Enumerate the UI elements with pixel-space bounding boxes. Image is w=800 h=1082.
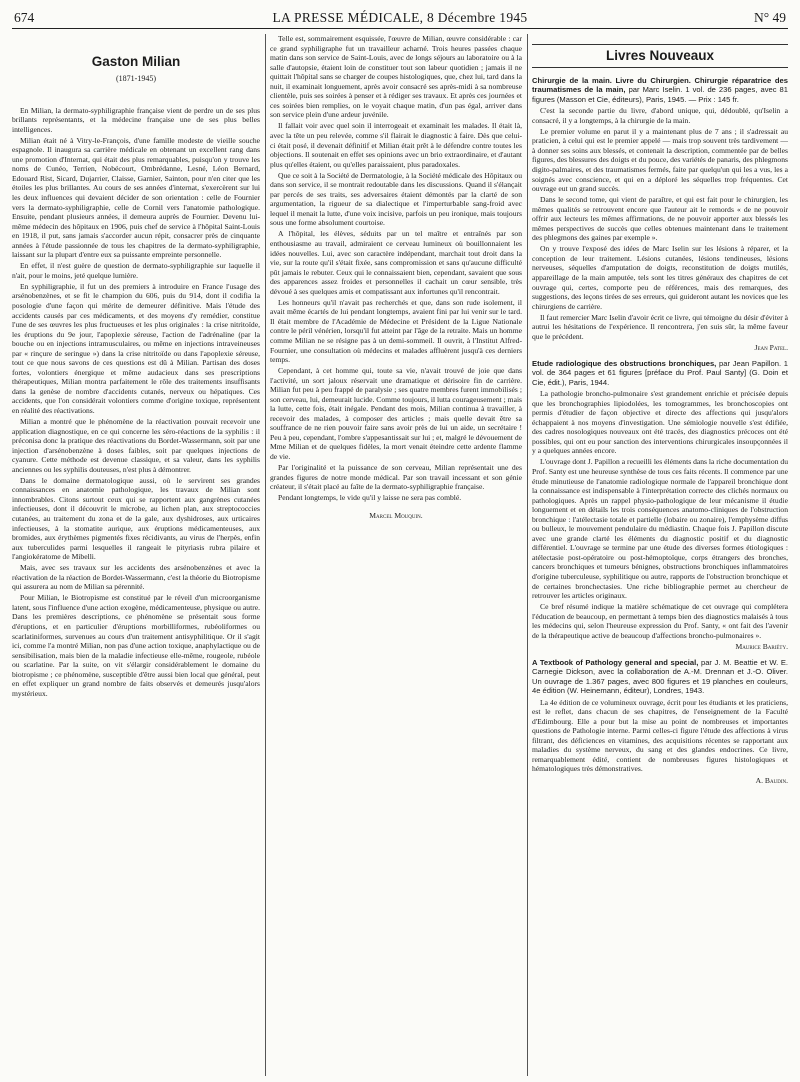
obituary-paragraph: Telle est, sommairement esquissée, l'œuvre de Milian, œuvre considérable : car ce grand syphiligraphe fut un travailleur acharné. Trois heures passées chaque matin dans son service de Saint-Louis, avec de longs séjours au laboratoire ou à la salle d'autopsie, étaient loin de constituer tout son labeur quotidien ; jamais il ne quittait l'hôpital sans se charger de coupes histologiques, que, chez lui, tard dans la nuit, il examinait longuement, après avoir consacré ses après-midi à sa nombreuse clientèle, puis ses soirées à penser et à rédiger ses travaux. Et après ces journées et ces soirées bien remplies, on le voyait chaque matin, d'un pas égal, arriver dans son service plein d'une ardeur juvénile.	[270, 34, 522, 120]
obituary-paragraph: En syphiligraphie, il fut un des premiers à introduire en France l'usage des arsénobenzènes, et se fit le champion du 606, puis du 914, dont il codifia la posologie d'une façon qui mérite de demeurer définitive. Mais l'étude des accidents causés par ces médicaments, et des moyens d'y remédier, constitue l'une de ses œuvres les plus fructueuses et les plus originales : la crise nitritoïde, les éruptions du 9e jour, l'apoplexie séreuse, l'action de l'adrénaline (par la bouche ou en injections intramusculaires, ou même en injections intraveineuses par « rinçure de seringue ») dans la crise nitritoïde ou dans l'apoplexie séreuse, tout ce que nous savons de ces questions est dû à Milian. Partisan des doses fortes, volontiers énergique et même audacieux dans ses prescriptions thérapeutiques, Milian montra parfaitement le rôle des traitements insuffisants dans la genèse de nombre d'accidents cutanés, nerveux ou hépatiques. Ces accidents, que l'on considérait volontiers comme d'origine toxique, représentent en réalité des réactivations.	[12, 281, 260, 415]
review-book-details: par Jean Papillon. 1 vol. de 364 pages et 61 figures [préface du Prof. Paul Santy] (G. Doin et Cie, édit.), Paris, 1944.	[532, 358, 788, 387]
obituary-paragraph: Milian a montré que le phénomène de la réactivation pouvait recevoir une application diagnostique, en ce qui concerne les séro-réactions de la syphilis : il préconisa donc la pratique des réactivations du Bordet-Wassermann, soit par une injection d'arsénobenzène à doses faibles, soit par quelques injections de cyanure. Cette méthode est devenue classique, et sa valeur, dans les syphilis anciennes ou les syphilis douteuses, n'est plus à démontrer.	[12, 417, 260, 474]
obituary-paragraph: En Milian, la dermato-syphiligraphie française vient de perdre un de ses plus brillants représentants, et la médecine française une de ses plus belles intelligences.	[12, 105, 260, 134]
obituary-column-1	[12, 34, 260, 1076]
review-book-title: Chirurgie de la main. Livre du Chirurgien. Chirurgie réparatrice des traumatismes de la main,	[532, 76, 788, 95]
review-paragraph: L'ouvrage dont J. Papillon a recueilli les éléments dans la riche documentation du Prof. Santy est une heureuse synthèse de tous ces faits récents. Il commence par une étude minutieuse de l'anatomie radiologique normale de l'appareil bronchique dont la connaissance est indispensable à l'interprétation correcte des clichés normaux ou pathologiques. Après un rappel physio-pathologique de leur mécanisme il étudie longuement et en détails les trois conséquences anatomo-cliniques de l'obstruction bronchique : l'atélectasie totale et partielle (lobaire ou zonaire), l'emphysème diffus ou bulleux, le mouvement pendulaire du médiastin. Chaque fois J. Papillon discute avec une grande clarté les éléments du diagnostic positif et du diagnostic différentiel. L'ouvrage se termine par une étude des diverses formes étiologiques : atélectasie post-opératoire ou post-hémoptoïque, corps étrangers des bronches, cancers bronchiques et tumeurs bénignes, obstructions bronchiques inflammatoires d'origine tuberculeuse, syphilitique ou autre, rapports de l'obstruction bronchique et de certaines bronchectasies. Une riche bibliographie permet au chercheur de retrouver les articles originaux.	[532, 457, 788, 601]
obituary-column-2	[270, 34, 522, 1076]
page-header	[12, 8, 788, 29]
obituary-paragraph: En effet, il n'est guère de question de dermato-syphiligraphie sur laquelle il n'ait, pour le moins, jeté quelque lumière.	[12, 261, 260, 280]
review-paragraph: C'est la seconde partie du livre, d'abord unique, qui, dédoublé, qu'Iselin a consacré, il y a longtemps, à la chirurgie de la main.	[532, 106, 788, 125]
review-book-title: Etude radiologique des obstructions bronchiques,	[532, 358, 717, 368]
issue-number: N° 49	[753, 10, 786, 25]
obituary-paragraph: Les honneurs qu'il n'avait pas recherchés et que, dans son rude isolement, il avait même écartés de lui pendant longtemps, avaient fini par lui venir sur le tard. Il était membre de l'Académie de Médecine et Président de la Ligue Nationale contre le péril vénérien, lorsqu'il fut atteint par l'âge de la retraite. Mais un homme comme Milian ne se résigne pas à un demi-sommeil. Il ouvrit, à l'Institut Alfred-Fournier, une consultation où médecins et malades affluèrent jusqu'à ces derniers temps.	[270, 297, 522, 365]
review-paragraph: Dans le second tome, qui vient de paraître, et qui est fait pour le chirurgien, les mêmes qualités se retrouvent encore que l'auteur ait le remords « de ne pouvoir offrir aux lecteurs les mêmes affirmations, de ne pouvoir apporter aux blessés les mêmes perspectives de succès que celles obtenues maintenant dans le traitement des phlegmons des gaines par exemple ».	[532, 195, 788, 243]
page-number: 674	[14, 10, 35, 25]
journal-title: LA PRESSE MÉDICALE, 8 Décembre 1945	[272, 10, 528, 25]
reviews-column	[532, 34, 788, 1076]
column-rule	[527, 34, 528, 1076]
review-book-details: par J. M. Beattie et W. E. Carnegie Dickson, avec la collaboration de A.-M. Drennan et J.-O. Oliver. Un ouvrage de 1.367 pages, avec 800 figures et 19 planches en couleurs, 4e édition (W. Heinemann, éditeur), Londres, 1943.	[532, 657, 788, 696]
obituary-title: Gaston Milian	[91, 54, 181, 69]
reviews-section-title: Livres Nouveaux	[532, 44, 788, 68]
obituary-paragraph: A l'hôpital, les élèves, séduits par un tel maître et entraînés par son enthousiasme au travail, admiraient ce cerveau lumineux où bouillonnaient les idées nouvelles. Lui, avec son caractère indépendant, marchait tout droit dans la vie, sur la route qu'il s'était fixée, sans compromission et sans qu'aucune difficulté pût jamais le rebuter. Ceux qui le connaissaient bien, cependant, savaient que sous des apparences assez froides et personnelles il cachait un cœur sensible, très dévoué à ses quelques amis et compatissant aux infortunes qu'il rencontrait.	[270, 229, 522, 296]
obituary-author: Marcel Mouquin.	[369, 510, 423, 520]
obituary-paragraph: Par l'originalité et la puissance de son cerveau, Milian représentait une des grandes figures de notre monde médical. Par son travail incessant et son génie créateur, il s'était placé au faîte de la dermato-syphiligraphie française.	[270, 463, 522, 492]
reviewer-signature: Maurice Bariéty.	[735, 642, 788, 652]
review-heading	[532, 359, 788, 387]
obituary-paragraph: Milian était né à Vitry-le-François, d'une famille modeste de vieille souche espagnole. Il inaugura sa carrière médicale en obtenant un excellent rang dans une promotion d'Internat, qui était des plus remarquables, puisqu'on y trouve les noms de Cunéo, Terrien, Nobécourt, Ombrédanne, Lesné, Léon Bernard, Edouard Rist, Sicard, Dujarrier, Claisse, Garnier, Sainton, pour n'en citer que les étoiles les plus brillantes. Au cours de ses années d'internat, s'exercèrent sur lui les deux influences qui devaient décider de son orientation : celle de Fournier vers la dermato-syphiligraphie, celle de Cornil vers l'anatomie pathologique. Ensuite, pendant plusieurs années, il demeura auprès de Fournier. Devenu lui-même médecin des hôpitaux en 1906, puis chef de service à l'hôpital Saint-Louis en 1918, il put, sans jamais s'accorder aucun répit, consacrer près de cinquante années à l'étude passionnée de tous les chapitres de la dermato-syphiligraphie, laissant sur la plupart d'entre eux sa puissante empreinte personnelle.	[12, 135, 260, 260]
review-paragraph: La pathologie broncho-pulmonaire s'est grandement enrichie et précisée depuis que les bronchographies lipiodolées, les tomogrammes, les bronchoscopies ont permis d'étudier de façon objective et directe des affections qui jusqu'alors échappaient à nos moyens d'investigation. Une sémiologie nouvelle s'est édifiée, des cadres nosologiques nouveaux ont été tracés, des diagnostics précoces ont été possibles, qui ont eu pour sanction des interventions chirurgicales insoupçonnées il y a quelques années encore.	[532, 389, 788, 456]
review-book-details: par Marc Iselin. 1 vol. de 236 pages, avec 81 figures (Masson et Cie, éditeurs), Paris, 1945. — Prix : 145 fr.	[532, 85, 788, 104]
obituary-paragraph: Il fallait voir avec quel soin il interrogeait et examinait les malades. Il était là, avec la tête un peu relevée, comme s'il flairait le diagnostic à faire. Dès que celui-ci était posé, il devenait définitif et Milian était prêt à le défendre contre toutes les objections. Il soutenait en effet ses opinions avec un brio extraordinaire, et d'autant plus qu'elles étaient, ou qu'elles paraissaient, plus paradoxales.	[270, 121, 522, 169]
column-rule	[265, 34, 266, 1076]
obituary-paragraph: Pendant longtemps, le vide qu'il y laisse ne sera pas comblé.	[278, 493, 462, 503]
review-book-title: A Textbook of Pathology general and special,	[532, 657, 699, 667]
review-paragraph: Ce bref résumé indique la matière schématique de cet ouvrage qui complétera l'éducation de beaucoup, en permettant à temps bien des diagnostics malaisés à tous les médecins qui, selon l'heureuse expression du Prof. Santy, « ont fait des l'avenir de la thérapeutique active de beaucoup d'affections broncho-pulmonaires ».	[532, 602, 788, 640]
review-heading	[532, 658, 788, 696]
obituary-paragraph: Dans le domaine dermatologique aussi, où le servirent ses grandes connaissances en anatomie pathologique, les travaux de Milian sont innombrables. Citons surtout ceux qui se rapportent aux gangrènes cutanées infectieuses, dont il découvrit le microbe, au lichen plan, aux streptococcies cutanées, au traitement du zona et de la gale, aux dyshidroses, aux urticaires infectieuses, à la stomatite aurique, aux éruptions médicamenteuses, aux bromides, aux érythèmes pigmentés fixes récidivants, au virus de l'herpès, enfin aux tuberculides parmi lesquelles il rangeait le pityriasis rubra pilaire et l'angiokératome de Mibelli.	[12, 475, 260, 562]
obituary-dates: (1871-1945)	[116, 74, 156, 83]
columns	[12, 34, 788, 1076]
reviewer-signature: A. Baudin.	[755, 775, 788, 785]
obituary-paragraph: Cependant, à cet homme qui, toute sa vie, n'avait trouvé de joie que dans l'activité, un sort jaloux réservait une dramatique et dérisoire fin de carrière. Milian fut peu à peu frappé de paralysie ; ses quatre membres furent immobilisés ; son cerveau, lui, demeurait lucide. Comme toujours, il lutta courageusement ; mais la lutte, cette fois, était inégale. Pendant des mois, Milian continua à travailler, à recevoir des malades, à composer des articles ; mais quelle devait être sa souffrance de ne rien pouvoir faire sans avoir près de lui un aide, un secrétaire ! Peu à peu, cependant, l'ombre s'appesantissait sur lui ; et, malgré le dévouement de Mme Milian et de quelques fidèles, la mort venait éteindre cette ardente flamme de vie.	[270, 366, 522, 462]
review-paragraph: On y trouve l'exposé des idées de Marc Iselin sur les lésions à réparer, et la conception de leur traitement. Lésions cutanées, lésions tendineuses, lésions nerveuses, séquelles d'amputation de doigts, reconstitution de doigts mutilés, appareillage de la main amputée, tels sont les titres généraux des chapitres de cet ouvrage qui, certes, comporte peu de références, mais des remarques, des suggestions, des leçons tirées de ses erreurs, qui guideront autant les novices que les chirurgiens de carrière.	[532, 244, 788, 311]
review-paragraph: La 4e édition de ce volumineux ouvrage, écrit pour les étudiants et les praticiens, est le reflet, dans chacun de ses chapitres, de l'enseignement de la Faculté d'Edimbourg. Elle a pour but la mise au point de nombreuses et importantes questions de Pathologie interne. Parmi celles-ci figure l'étude des affections à virus filtrant, des déficiences en vitamines, des acquisitions récentes se rapportant aux maladies du système nerveux, du sang et des glandes endocrines. Ce livre, remarquablement édité, contient de nombreuses figures histologiques et hématologiques très démonstratives.	[532, 697, 788, 774]
obituary-paragraph: Mais, avec ses travaux sur les accidents des arsénobenzènes et avec la réactivation de la réaction de Bordet-Wassermann, c'est la théorie du Biotropisme qui assurera au nom de Milian sa pérennité.	[12, 563, 260, 592]
reviewer-signature: Jean Patel.	[754, 343, 788, 353]
review-paragraph: Le premier volume en parut il y a maintenant plus de 7 ans ; il s'adressait au praticien, à celui qui est le premier appelé — mais trop souvent très tardivement — à donner ses soins aux blessés, et contenait la description, commentée par de belles figures, des blessures des doigts et du pouce, des variétés de panaris, des phlegmons digito-palmaires, et des traumatismes fermés, faite par quelqu'un qui les a vus, les a soignés avec conscience, et qui en a déploré les séquelles trop fréquentes. Cet ouvrage eut un grand succès.	[532, 126, 788, 194]
review-paragraph: Il faut remercier Marc Iselin d'avoir écrit ce livre, qui témoigne du désir d'éviter à autrui les hésitations de l'expérience. Il rencontrera, j'en suis sûr, la même faveur que le précédent.	[532, 312, 788, 341]
obituary-paragraph: Pour Milian, le Biotropisme est constitué par le réveil d'un microorganisme latent, sous l'influence d'une action exogène, médicamenteuse, physique ou autre. Dans les premières descriptions, ce phénomène se présentait sous forme d'éruptions, et en particulier d'éruptions morbilliformes, rubéoliformes ou scarlatiniformes, survenues au cours d'un traitement antisyphilitique. Or il s'agit ici, comme l'a montré Milian, non pas d'une action toxique, anaphylactique ou de sensibilisation, mais bien de la maladie infectieuse elle-même, rougeole, rubéole ou scarlatine. Par la suite, on vit s'élargir considérablement le domaine du biotropisme ; ce phénomène, susceptible d'être aussi bien local que général, peut en effet expliquer un grand nombre de faits observés et demeurés jusqu'alors mystérieux.	[12, 593, 260, 698]
obituary-paragraph: Que ce soit à la Société de Dermatologie, à la Société médicale des Hôpitaux ou dans son service, il se montrait redoutable dans les discussions. Quand il s'élançait par percés de ses traits, ses adversaires étaient démontés par la clarté de son argumentation, la rigueur de sa dialectique et l'imperturbable sang-froid avec lequel il menait la lutte, d'une voix incisive, parfois un peu ironique, mais toujours sous une forme absolument courtoise.	[270, 170, 522, 228]
review-heading	[532, 76, 788, 104]
